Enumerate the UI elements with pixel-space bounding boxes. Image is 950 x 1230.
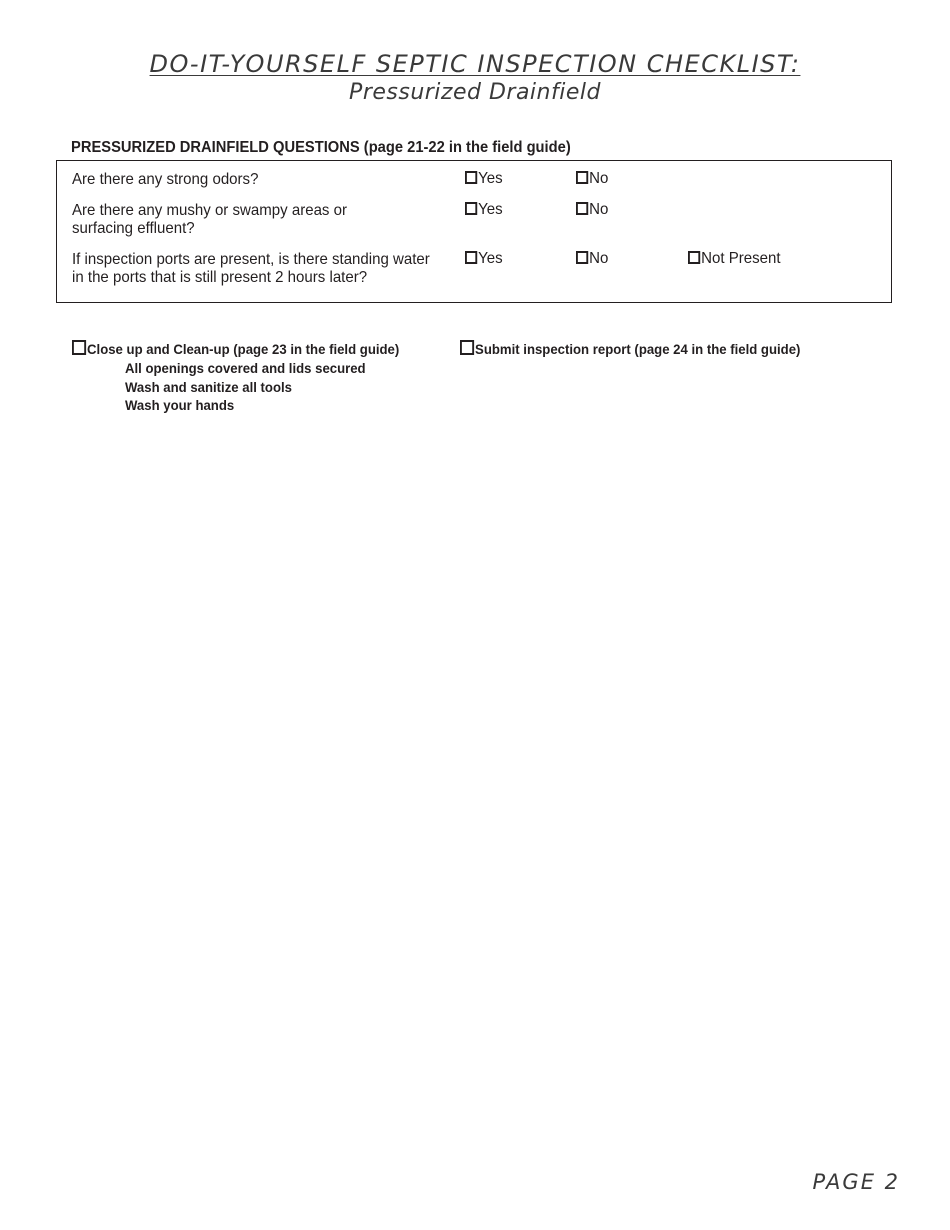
submit-report-label: Submit inspection report (page 24 in the field guide) (475, 341, 801, 357)
option-label: No (589, 250, 609, 267)
checkbox-icon[interactable] (460, 340, 474, 355)
checkbox-icon[interactable] (465, 202, 477, 215)
question-3-not-present-option[interactable] (688, 250, 781, 268)
question-1-text: Are there any strong odors? (72, 171, 259, 188)
checkbox-icon[interactable] (576, 171, 588, 184)
checkbox-icon[interactable] (688, 251, 700, 264)
cleanup-task-label: Close up and Clean-up (page 23 in the field guide) (87, 341, 400, 357)
question-3-no-option[interactable] (576, 250, 608, 268)
option-label: Yes (478, 170, 503, 187)
submit-report-task[interactable] (460, 340, 800, 358)
checkbox-icon[interactable] (465, 251, 477, 264)
option-label: No (589, 170, 609, 187)
page-number: PAGE 2 (812, 1170, 900, 1194)
option-label: No (589, 201, 609, 218)
question-1-no-option[interactable] (576, 170, 608, 188)
checkbox-icon[interactable] (576, 202, 588, 215)
option-label: Yes (478, 201, 503, 218)
page-title: DO-IT-YOURSELF SEPTIC INSPECTION CHECKLIST: (149, 50, 801, 78)
question-1-yes-option[interactable] (465, 170, 503, 188)
option-label: Not Present (701, 250, 781, 267)
list-item: Wash your hands (125, 397, 235, 413)
question-2-no-option[interactable] (576, 201, 608, 219)
question-2-text: Are there any mushy or swampy areas or surfacing effluent? (72, 202, 348, 237)
checkbox-icon[interactable] (465, 171, 477, 184)
question-3-text: If inspection ports are present, is there standing water in the ports that is still present 2 hours later? (72, 251, 430, 286)
checkbox-icon[interactable] (72, 340, 86, 355)
list-item: All openings covered and lids secured (125, 360, 366, 376)
section-heading: PRESSURIZED DRAINFIELD QUESTIONS (page 21-22 in the field guide) (71, 139, 571, 156)
option-label: Yes (478, 250, 503, 267)
checkbox-icon[interactable] (576, 251, 588, 264)
page-subtitle: Pressurized Drainfield (349, 80, 601, 105)
question-3-yes-option[interactable] (465, 250, 503, 268)
questions-box (56, 160, 892, 303)
cleanup-subitems (125, 359, 366, 415)
question-2-yes-option[interactable] (465, 201, 503, 219)
cleanup-task[interactable] (72, 340, 399, 358)
list-item: Wash and sanitize all tools (125, 378, 292, 395)
